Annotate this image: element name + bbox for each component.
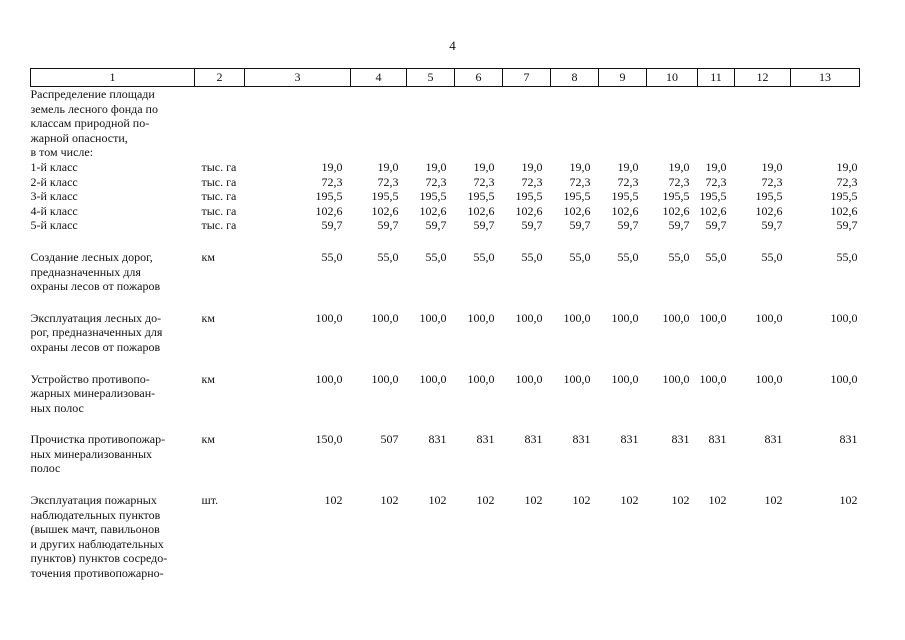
cell-value: 55,0 — [668, 249, 690, 264]
cell-value: 102,6 — [371, 203, 399, 218]
cell-value: 100,0 — [467, 371, 495, 386]
row-name — [31, 432, 195, 476]
cell-value: 100,0 — [515, 371, 543, 386]
row-name-line: рог, предназначенных для — [30, 325, 163, 340]
cell-value: 100,0 — [467, 310, 495, 325]
cell-value: 507 — [380, 432, 399, 447]
cell-value: 55,0 — [377, 249, 399, 264]
cell-value: 72,3 — [321, 174, 343, 189]
table-row — [31, 493, 860, 581]
cell-value: 831 — [572, 432, 591, 447]
cell-value: 102 — [671, 493, 690, 508]
cell-value: 100,0 — [563, 371, 591, 386]
cell-value: 19,0 — [836, 159, 858, 174]
column-header: 11 — [698, 69, 735, 87]
cell-value: 55,0 — [521, 249, 543, 264]
row-name-line: (вышек мачт, павильонов — [30, 522, 160, 537]
cell-value: 100,0 — [563, 310, 591, 325]
row-name — [31, 87, 195, 160]
cell-value: 19,0 — [617, 159, 639, 174]
table-row — [31, 175, 860, 190]
cell-value: 100,0 — [315, 371, 343, 386]
row-unit: тыс. га — [201, 218, 237, 233]
cell-value: 102,6 — [830, 203, 858, 218]
cell-value: 59,7 — [521, 218, 543, 233]
cell-value: 72,3 — [521, 174, 543, 189]
row-unit: тыс. га — [201, 189, 237, 204]
row-name-line: Эксплуатация пожарных — [30, 493, 157, 508]
cell-value: 59,7 — [569, 218, 591, 233]
table-row — [31, 372, 860, 416]
cell-value: 100,0 — [419, 310, 447, 325]
cell-value: 195,5 — [563, 189, 591, 204]
row-name-line: точения противопожарно- — [30, 566, 164, 581]
cell-value: 102 — [524, 493, 543, 508]
table-row — [31, 250, 860, 294]
cell-value: 195,5 — [611, 189, 639, 204]
cell-value: 100,0 — [830, 310, 858, 325]
row-name-line: Прочистка противопожар- — [30, 432, 166, 447]
row-unit: тыс. га — [201, 203, 237, 218]
cell-value: 195,5 — [371, 189, 399, 204]
row-name: 3-й класс — [30, 189, 78, 204]
table-row — [31, 189, 860, 204]
row-name-line: ных полос — [30, 400, 84, 415]
cell-value: 55,0 — [425, 249, 447, 264]
section-heading-row — [31, 87, 860, 160]
column-header: 4 — [351, 69, 407, 87]
row-unit: шт. — [201, 493, 219, 508]
table-row — [31, 160, 860, 175]
cell-value: 100,0 — [611, 371, 639, 386]
cell-value: 55,0 — [569, 249, 591, 264]
cell-value: 72,3 — [668, 174, 690, 189]
cell-value: 19,0 — [705, 159, 727, 174]
cell-value: 59,7 — [425, 218, 447, 233]
cell-value: 100,0 — [371, 371, 399, 386]
column-header: 1 — [31, 69, 195, 87]
cell-value: 102 — [428, 493, 447, 508]
cell-value: 72,3 — [617, 174, 639, 189]
row-name: 5-й класс — [30, 218, 78, 233]
cell-value: 72,3 — [425, 174, 447, 189]
row-unit: км — [201, 310, 215, 325]
data-table — [30, 68, 860, 581]
cell-value: 831 — [428, 432, 447, 447]
table-row — [31, 311, 860, 355]
row-name-line: жарных минерализован- — [30, 386, 156, 401]
cell-value: 102 — [572, 493, 591, 508]
cell-value: 102,6 — [515, 203, 543, 218]
cell-value: 831 — [620, 432, 639, 447]
cell-value: 831 — [476, 432, 495, 447]
cell-value: 72,3 — [705, 174, 727, 189]
cell-value: 831 — [708, 432, 727, 447]
row-unit: тыс. га — [201, 174, 237, 189]
cell-value: 72,3 — [761, 174, 783, 189]
column-header: 3 — [245, 69, 351, 87]
cell-value: 102,6 — [611, 203, 639, 218]
cell-value: 100,0 — [699, 310, 727, 325]
cell-value: 19,0 — [321, 159, 343, 174]
row-unit: км — [201, 249, 215, 264]
column-header: 7 — [503, 69, 551, 87]
cell-value: 195,5 — [419, 189, 447, 204]
cell-value: 195,5 — [662, 189, 690, 204]
cell-value: 102 — [708, 493, 727, 508]
column-header: 6 — [455, 69, 503, 87]
cell-value: 102 — [764, 493, 783, 508]
row-name-line: земель лесного фонда по — [30, 101, 158, 116]
cell-value: 102,6 — [755, 203, 783, 218]
cell-value: 19,0 — [668, 159, 690, 174]
row-name-line: ных минерализованных — [30, 446, 152, 461]
cell-value: 102 — [380, 493, 399, 508]
row-name: 1-й класс — [30, 159, 78, 174]
cell-value: 19,0 — [521, 159, 543, 174]
row-name-line: охраны лесов от пожаров — [30, 339, 161, 354]
cell-value: 100,0 — [515, 310, 543, 325]
header-row — [31, 69, 860, 87]
cell-value: 59,7 — [377, 218, 399, 233]
row-name — [31, 372, 195, 416]
cell-value: 100,0 — [662, 371, 690, 386]
cell-value: 831 — [524, 432, 543, 447]
cell-value: 195,5 — [515, 189, 543, 204]
row-name-line: классам природной по- — [30, 116, 150, 131]
row-name-line: пунктов) пунктов сосредо- — [30, 551, 168, 566]
cell-value: 55,0 — [617, 249, 639, 264]
row-unit: тыс. га — [201, 159, 237, 174]
cell-value: 59,7 — [836, 218, 858, 233]
cell-value: 59,7 — [321, 218, 343, 233]
cell-value: 102,6 — [563, 203, 591, 218]
row-unit: км — [201, 432, 215, 447]
cell-value: 102,6 — [419, 203, 447, 218]
cell-value: 195,5 — [467, 189, 495, 204]
cell-value: 102,6 — [699, 203, 727, 218]
column-header: 8 — [551, 69, 599, 87]
row-name-line: охраны лесов от пожаров — [30, 279, 161, 294]
cell-value: 102 — [324, 493, 343, 508]
cell-value: 831 — [839, 432, 858, 447]
cell-value: 55,0 — [705, 249, 727, 264]
column-header: 12 — [735, 69, 791, 87]
row-name-line: жарной опасности, — [30, 130, 128, 145]
page-number: 4 — [449, 38, 456, 53]
cell-value: 55,0 — [761, 249, 783, 264]
column-header: 10 — [647, 69, 698, 87]
cell-value: 831 — [764, 432, 783, 447]
cell-value: 55,0 — [836, 249, 858, 264]
cell-value: 195,5 — [699, 189, 727, 204]
row-name-line: Устройство противопо- — [30, 371, 150, 386]
cell-value: 100,0 — [371, 310, 399, 325]
cell-value: 102 — [620, 493, 639, 508]
cell-value: 102 — [476, 493, 495, 508]
cell-value: 59,7 — [761, 218, 783, 233]
cell-value: 59,7 — [668, 218, 690, 233]
cell-value: 55,0 — [473, 249, 495, 264]
row-name-line: предназначенных для — [30, 264, 141, 279]
row-name-line: Создание лесных дорог, — [30, 249, 153, 264]
cell-value: 195,5 — [315, 189, 343, 204]
cell-value: 100,0 — [755, 371, 783, 386]
column-header: 13 — [791, 69, 860, 87]
cell-value: 102,6 — [662, 203, 690, 218]
cell-value: 72,3 — [377, 174, 399, 189]
column-header: 2 — [195, 69, 245, 87]
cell-value: 59,7 — [705, 218, 727, 233]
row-name-line: полос — [30, 461, 61, 476]
row-name-line: Эксплуатация лесных до- — [30, 310, 162, 325]
column-header: 5 — [407, 69, 455, 87]
row-name-line: и других наблюдательных — [30, 536, 164, 551]
cell-value: 72,3 — [836, 174, 858, 189]
cell-value: 102,6 — [315, 203, 343, 218]
cell-value: 100,0 — [699, 371, 727, 386]
row-name-line: наблюдательных пунктов — [30, 507, 161, 522]
cell-value: 55,0 — [321, 249, 343, 264]
cell-value: 19,0 — [425, 159, 447, 174]
cell-value: 102 — [839, 493, 858, 508]
row-name-line: в том числе: — [30, 145, 94, 160]
row-name-line: Распределение площади — [30, 87, 155, 101]
table-row — [31, 204, 860, 219]
cell-value: 59,7 — [617, 218, 639, 233]
cell-value: 100,0 — [830, 371, 858, 386]
cell-value: 19,0 — [761, 159, 783, 174]
cell-value: 100,0 — [419, 371, 447, 386]
cell-value: 150,0 — [315, 432, 343, 447]
cell-value: 195,5 — [830, 189, 858, 204]
table-row — [31, 218, 860, 233]
row-name — [31, 311, 195, 355]
row-name — [31, 493, 195, 581]
row-unit: км — [201, 371, 215, 386]
row-name: 4-й класс — [30, 203, 78, 218]
cell-value: 100,0 — [315, 310, 343, 325]
cell-value: 19,0 — [473, 159, 495, 174]
cell-value: 195,5 — [755, 189, 783, 204]
cell-value: 59,7 — [473, 218, 495, 233]
cell-value: 19,0 — [377, 159, 399, 174]
cell-value: 72,3 — [473, 174, 495, 189]
cell-value: 831 — [671, 432, 690, 447]
cell-value: 19,0 — [569, 159, 591, 174]
cell-value: 102,6 — [467, 203, 495, 218]
cell-value: 100,0 — [662, 310, 690, 325]
row-name — [31, 250, 195, 294]
column-header: 9 — [599, 69, 647, 87]
cell-value: 100,0 — [755, 310, 783, 325]
row-name: 2-й класс — [30, 174, 78, 189]
cell-value: 72,3 — [569, 174, 591, 189]
table-row — [31, 432, 860, 476]
cell-value: 100,0 — [611, 310, 639, 325]
